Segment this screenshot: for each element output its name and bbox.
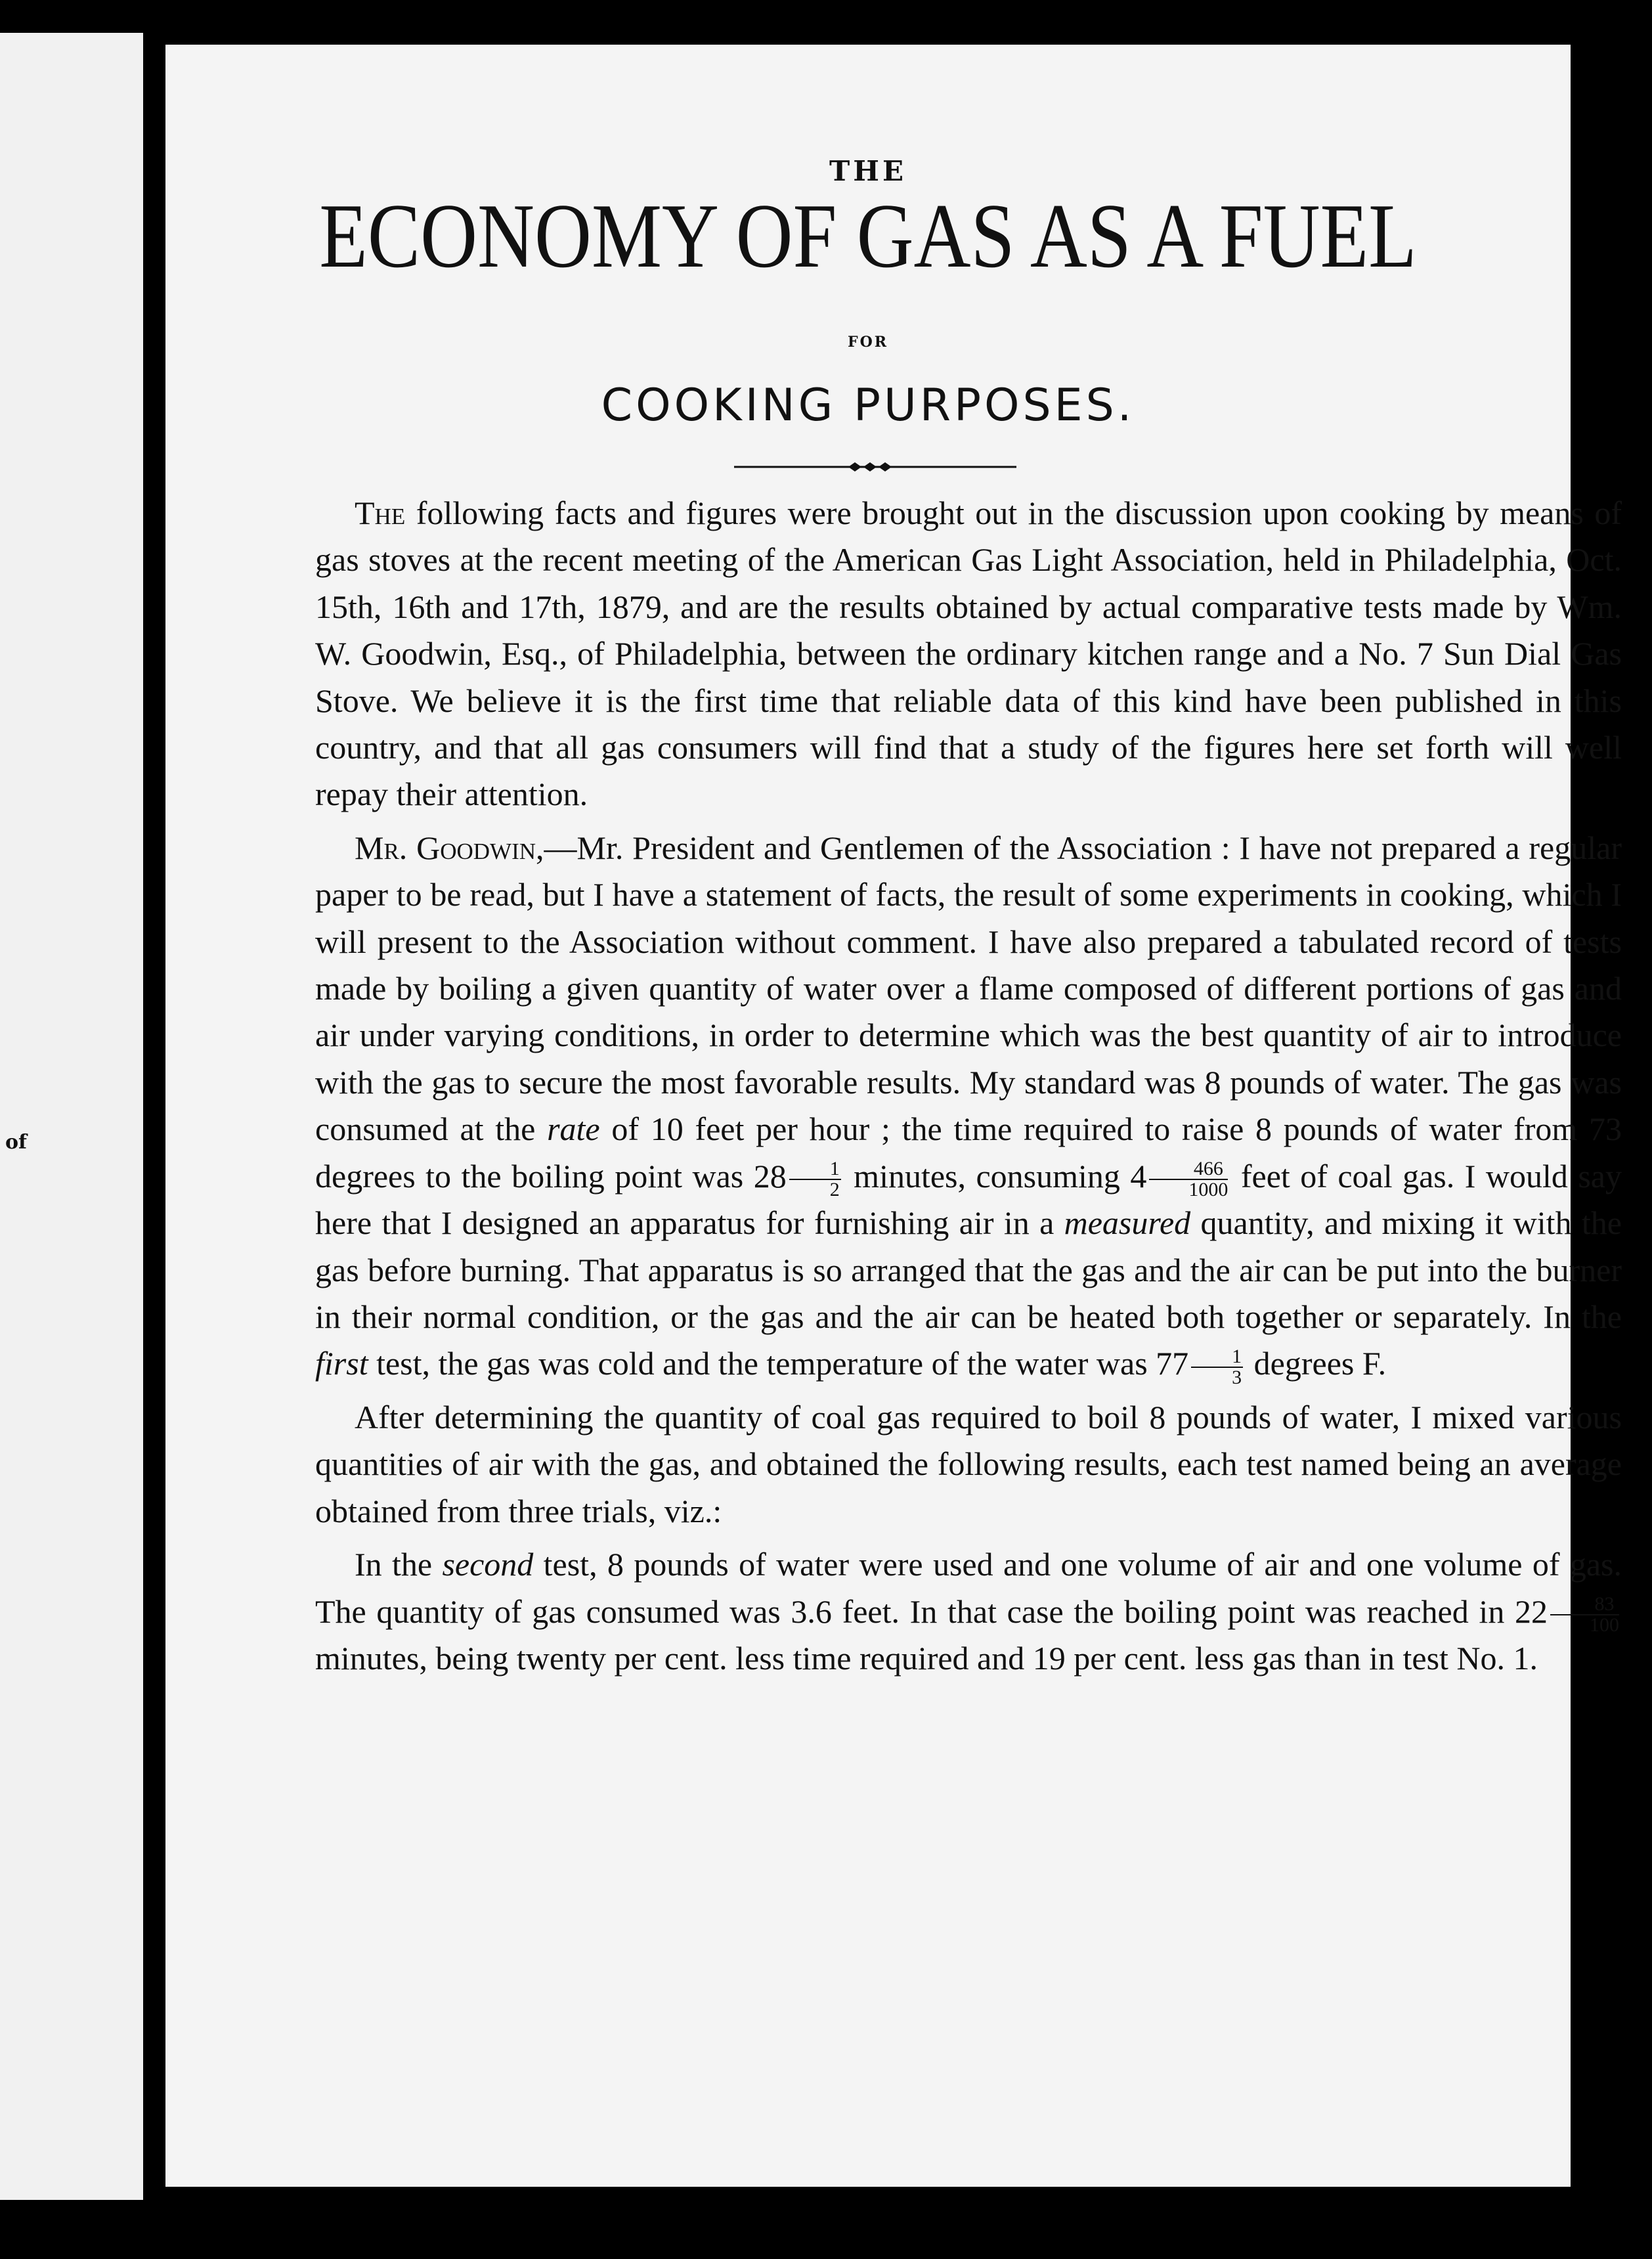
- fraction-numerator: 1: [1191, 1347, 1243, 1368]
- goodwin-text-7: degrees F.: [1246, 1345, 1387, 1382]
- emphasis-first: first: [315, 1345, 368, 1382]
- intro-lead-word: The: [355, 494, 406, 531]
- goodwin-text-1: ,—Mr. President and Gentlemen of the Association : I have not prepared a regular paper to be read, but I have a statement of facts, the result of some experiments in cooking, which I will present to the Association without comment. I have also prepared a tabulated record of tests made by boiling a given quantity of water over a flame composed of different portions of gas and air under varying conditions, in order to determine which was the best quantity of air to introduce with the gas to secure the most favorable results. My standard was 8 pounds of water. The gas was consumed at the: [315, 829, 1622, 1148]
- fraction-half: [789, 1159, 841, 1200]
- page-title: ECONOMY OF GAS AS A FUEL: [319, 185, 1417, 287]
- goodwin-text-5: quantity, and mixing it with the gas before burning. That apparatus is so arranged that the gas and the air can be put into the burner in their normal condition, or the gas and the air can be heated both together or separately. In the: [315, 1204, 1622, 1336]
- paragraph-intro: [315, 490, 1622, 818]
- goodwin-text-2: of 10 feet per hour ; the time required to raise 8 pounds of water from 73 degrees to the boiling point was 28: [315, 1110, 1622, 1195]
- fraction-third: [1191, 1347, 1243, 1388]
- fraction-numerator: 466: [1149, 1159, 1228, 1180]
- goodwin-text-6: test, the gas was cold and the temperature of the water was 77: [368, 1345, 1189, 1382]
- emphasis-measured: measured: [1064, 1204, 1191, 1242]
- article-body: [315, 490, 1622, 1689]
- second-test-text-1: In the: [355, 1546, 443, 1583]
- speaker-name: Mr. Goodwin: [355, 829, 536, 866]
- left-page-text: of: [5, 1131, 27, 1154]
- fraction-denominator: 2: [829, 1179, 840, 1201]
- header-for: FOR: [847, 334, 889, 351]
- ornamental-rule: [734, 461, 1016, 473]
- fraction-numerator: 1: [789, 1159, 841, 1180]
- left-page-fragment: [0, 33, 143, 2200]
- emphasis-rate: rate: [547, 1110, 600, 1148]
- fraction-denominator: 1000: [1188, 1179, 1228, 1201]
- paragraph-method: After determining the quantity of coal gas required to boil 8 pounds of water, I mixed various quantities of air with the gas, and obtained the following results, each test named being an average obtained from three trials, viz.:: [315, 1398, 1622, 1529]
- page-subtitle: COOKING PURPOSES.: [601, 380, 1135, 431]
- emphasis-second: second: [442, 1546, 534, 1583]
- document-page: [165, 45, 1622, 2187]
- fraction-83: [1550, 1594, 1619, 1635]
- paragraph-second-test: [315, 1541, 1622, 1682]
- book-gutter: [143, 0, 165, 2259]
- goodwin-text-4: feet of coal gas. I would say here that I designed an apparatus for furnishing air in a: [315, 1157, 1622, 1242]
- fraction-denominator: 3: [1232, 1366, 1242, 1388]
- second-test-text-2: test, 8 pounds of water were used and one volume of air and one volume of gas. The quantity of gas consumed was 3.6 feet. In that case the boiling point was reached in 22: [315, 1546, 1622, 1630]
- fraction-466: [1149, 1159, 1228, 1200]
- fraction-denominator: 100: [1590, 1614, 1619, 1636]
- fraction-numerator: 83: [1550, 1594, 1619, 1615]
- second-test-text-3: minutes, being twenty per cent. less time required and 19 per cent. less gas than in test No. 1.: [315, 1640, 1538, 1677]
- header-the: THE: [829, 155, 907, 187]
- goodwin-text-3: minutes, consuming 4: [843, 1157, 1147, 1195]
- paragraph-goodwin: [315, 825, 1622, 1388]
- intro-text: following facts and figures were brought out in the discussion upon cooking by means of gas stoves at the recent meeting of the American Gas Light Association, held in Philadelphia, Oct. 15th, 16th and 17th, 1879, and are the results obtained by actual comparative tests made by Wm. W. Goodwin, Esq., of Philadelphia, between the ordinary kitchen range and a No. 7 Sun Dial Gas Stove. We believe it is the first time that reliable data of this kind have been published in this country, and that all gas consumers will find that a study of the figures here set forth will well repay their attention.: [315, 494, 1622, 813]
